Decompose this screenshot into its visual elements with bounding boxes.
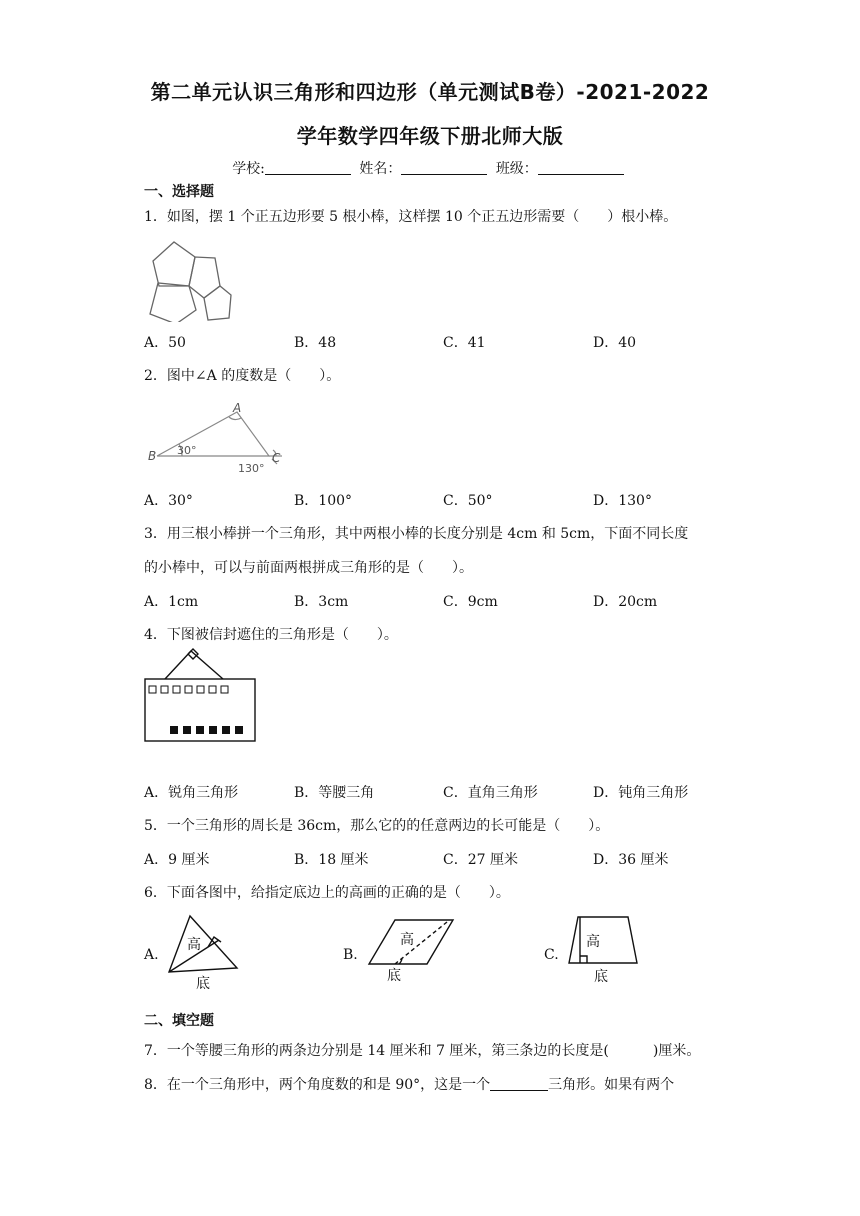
question-3-text-line-1: 3．用三根小棒拼一个三角形，其中两根小棒的长度分别是 4cm 和 5cm，下面不同长度: [144, 526, 689, 542]
height-label: 高: [586, 934, 600, 950]
name-label: 姓名：: [359, 161, 402, 177]
question-8-text-b: 三角形。如果有两个: [548, 1077, 675, 1093]
option-d[interactable]: D．20cm: [593, 594, 658, 610]
name-blank[interactable]: [401, 160, 487, 175]
option-c[interactable]: C．9cm: [443, 594, 498, 610]
option-d[interactable]: D．36 厘米: [593, 852, 669, 868]
option-b[interactable]: B．100°: [294, 493, 353, 509]
question-3-options: [144, 591, 744, 611]
option-a[interactable]: A．50: [144, 335, 186, 351]
question-8-text: [144, 1075, 674, 1095]
section-heading-fill: 二、填空题: [144, 1013, 214, 1029]
triangle-abc-figure: [144, 398, 294, 478]
height-label: 高: [400, 932, 414, 948]
figure-a-triangle: [166, 912, 242, 992]
figure-a-letter[interactable]: A.: [144, 947, 159, 963]
school-label: 学校:: [232, 161, 265, 177]
class-label: 班级：: [495, 161, 538, 177]
question-5-options: [144, 849, 744, 869]
pentagons-figure: [146, 238, 238, 322]
figure-c-trapezoid: [565, 913, 645, 989]
question-8-answer-blank[interactable]: [490, 1076, 548, 1091]
school-blank[interactable]: [265, 160, 351, 175]
question-3-text-line-2: 的小棒中，可以与前面两根拼成三角形的是（ ）。: [144, 560, 473, 576]
vertex-c-label: C: [272, 451, 281, 465]
base-label: 底: [196, 976, 210, 992]
question-7-text-b: )厘米。: [652, 1043, 701, 1059]
angle-c-label: 130°: [238, 462, 265, 475]
question-4-options: [144, 782, 744, 802]
option-c[interactable]: C．直角三角形: [443, 785, 538, 801]
angle-b-label: 30°: [177, 444, 197, 457]
base-label: 底: [387, 968, 401, 984]
option-b[interactable]: B．3cm: [294, 594, 349, 610]
option-d[interactable]: D．钝角三角形: [593, 785, 689, 801]
option-b[interactable]: B．等腰三角: [294, 785, 375, 801]
title-line-1: 第二单元认识三角形和四边形（单元测试B卷）-2021-2022: [150, 80, 710, 104]
option-c[interactable]: C．41: [443, 335, 486, 351]
class-blank[interactable]: [538, 160, 624, 175]
option-a[interactable]: A．9 厘米: [144, 852, 210, 868]
question-2-text: 2．图中∠A 的度数是（ ）。: [144, 368, 341, 384]
vertex-a-label: A: [233, 401, 242, 415]
envelope-triangle-figure: [143, 647, 259, 743]
option-a[interactable]: A．30°: [144, 493, 193, 509]
title-line-2: 学年数学四年级下册北师大版: [296, 124, 564, 148]
option-b[interactable]: B．18 厘米: [294, 852, 369, 868]
question-2-options: [144, 490, 744, 510]
option-c[interactable]: C．50°: [443, 493, 493, 509]
option-d[interactable]: D．40: [593, 335, 637, 351]
section-heading-choice: 一、选择题: [144, 184, 214, 200]
student-info-line: [0, 158, 860, 178]
question-5-text: 5．一个三角形的周长是 36cm，那么它的的任意两边的长可能是（ ）。: [144, 818, 610, 834]
base-label: 底: [594, 969, 608, 985]
figure-b-parallelogram: [365, 916, 461, 988]
option-a[interactable]: A．锐角三角形: [144, 785, 239, 801]
figure-b-letter[interactable]: B.: [343, 947, 358, 963]
question-1-options: [144, 332, 744, 352]
figure-c-letter[interactable]: C.: [544, 947, 559, 963]
question-4-text: 4．下图被信封遮住的三角形是（ ）。: [144, 627, 398, 643]
height-label: 高: [187, 937, 201, 953]
question-7-text: [144, 1041, 700, 1061]
question-1-text: 1．如图，摆 1 个正五边形要 5 根小棒，这样摆 10 个正五边形需要（ ）根小棒。: [144, 209, 678, 225]
option-b[interactable]: B．48: [294, 335, 337, 351]
question-8-text-a: 8．在一个三角形中，两个角度数的和是 90°，这是一个: [144, 1077, 491, 1093]
question-7-text-a: 7．一个等腰三角形的两条边分别是 14 厘米和 7 厘米，第三条边的长度是(: [144, 1043, 609, 1059]
question-6-text: 6．下面各图中，给指定底边上的高画的正确的是（ ）。: [144, 885, 510, 901]
option-a[interactable]: A．1cm: [144, 594, 199, 610]
vertex-b-label: B: [148, 449, 157, 463]
option-c[interactable]: C．27 厘米: [443, 852, 518, 868]
option-d[interactable]: D．130°: [593, 493, 652, 509]
